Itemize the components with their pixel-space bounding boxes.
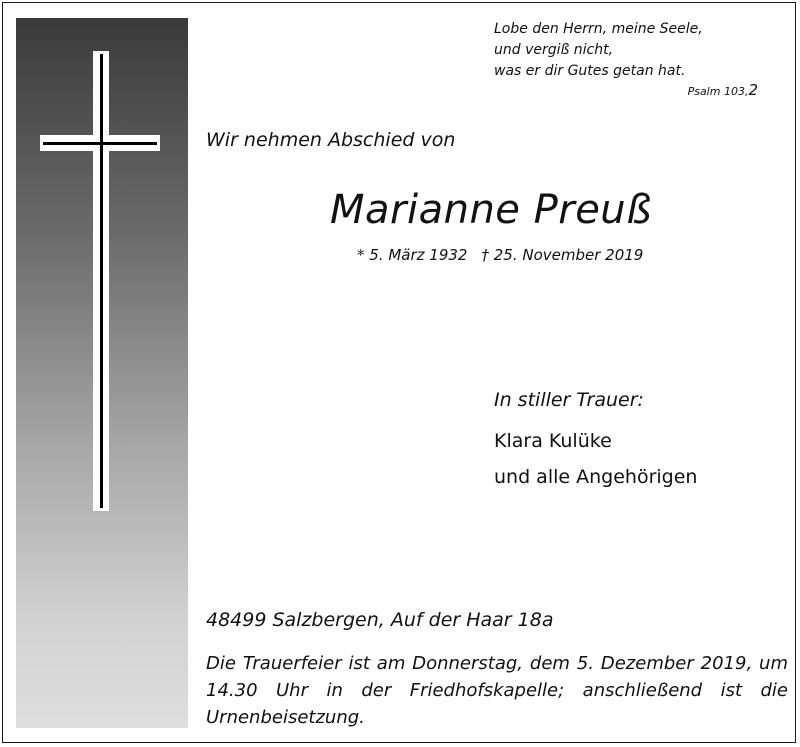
quote-source-verse: 2 [748,81,758,99]
cross-icon [16,18,188,728]
birth-date: * 5. März 1932 [357,246,468,264]
deceased-name: Marianne Preuß [330,187,652,233]
service-info: Die Trauerfeier ist am Donnerstag, dem 5. Dezember 2019, um 14.30 Uhr in der Friedhofskapelle; anschließend ist die Urnenbeisetzung. [206,653,788,728]
death-date: † 25. November 2019 [481,246,644,264]
address: 48499 Salzbergen, Auf der Haar 18a [206,609,554,631]
life-dates [357,246,643,264]
mourner-name: Klara Kulüke [494,430,612,452]
quote-source-book: Psalm 103, [687,85,749,98]
bible-quote [494,19,703,82]
quote-line: was er dir Gutes getan hat. [494,63,686,79]
quote-line: und vergiß nicht, [494,42,614,58]
mourning-label: In stiller Trauer: [494,389,644,411]
quote-source [688,81,758,99]
quote-line: Lobe den Herrn, meine Seele, [494,21,703,37]
intro-text: Wir nehmen Abschied von [206,129,456,151]
side-panel [16,18,188,728]
mourner-name: und alle Angehörigen [494,466,698,488]
